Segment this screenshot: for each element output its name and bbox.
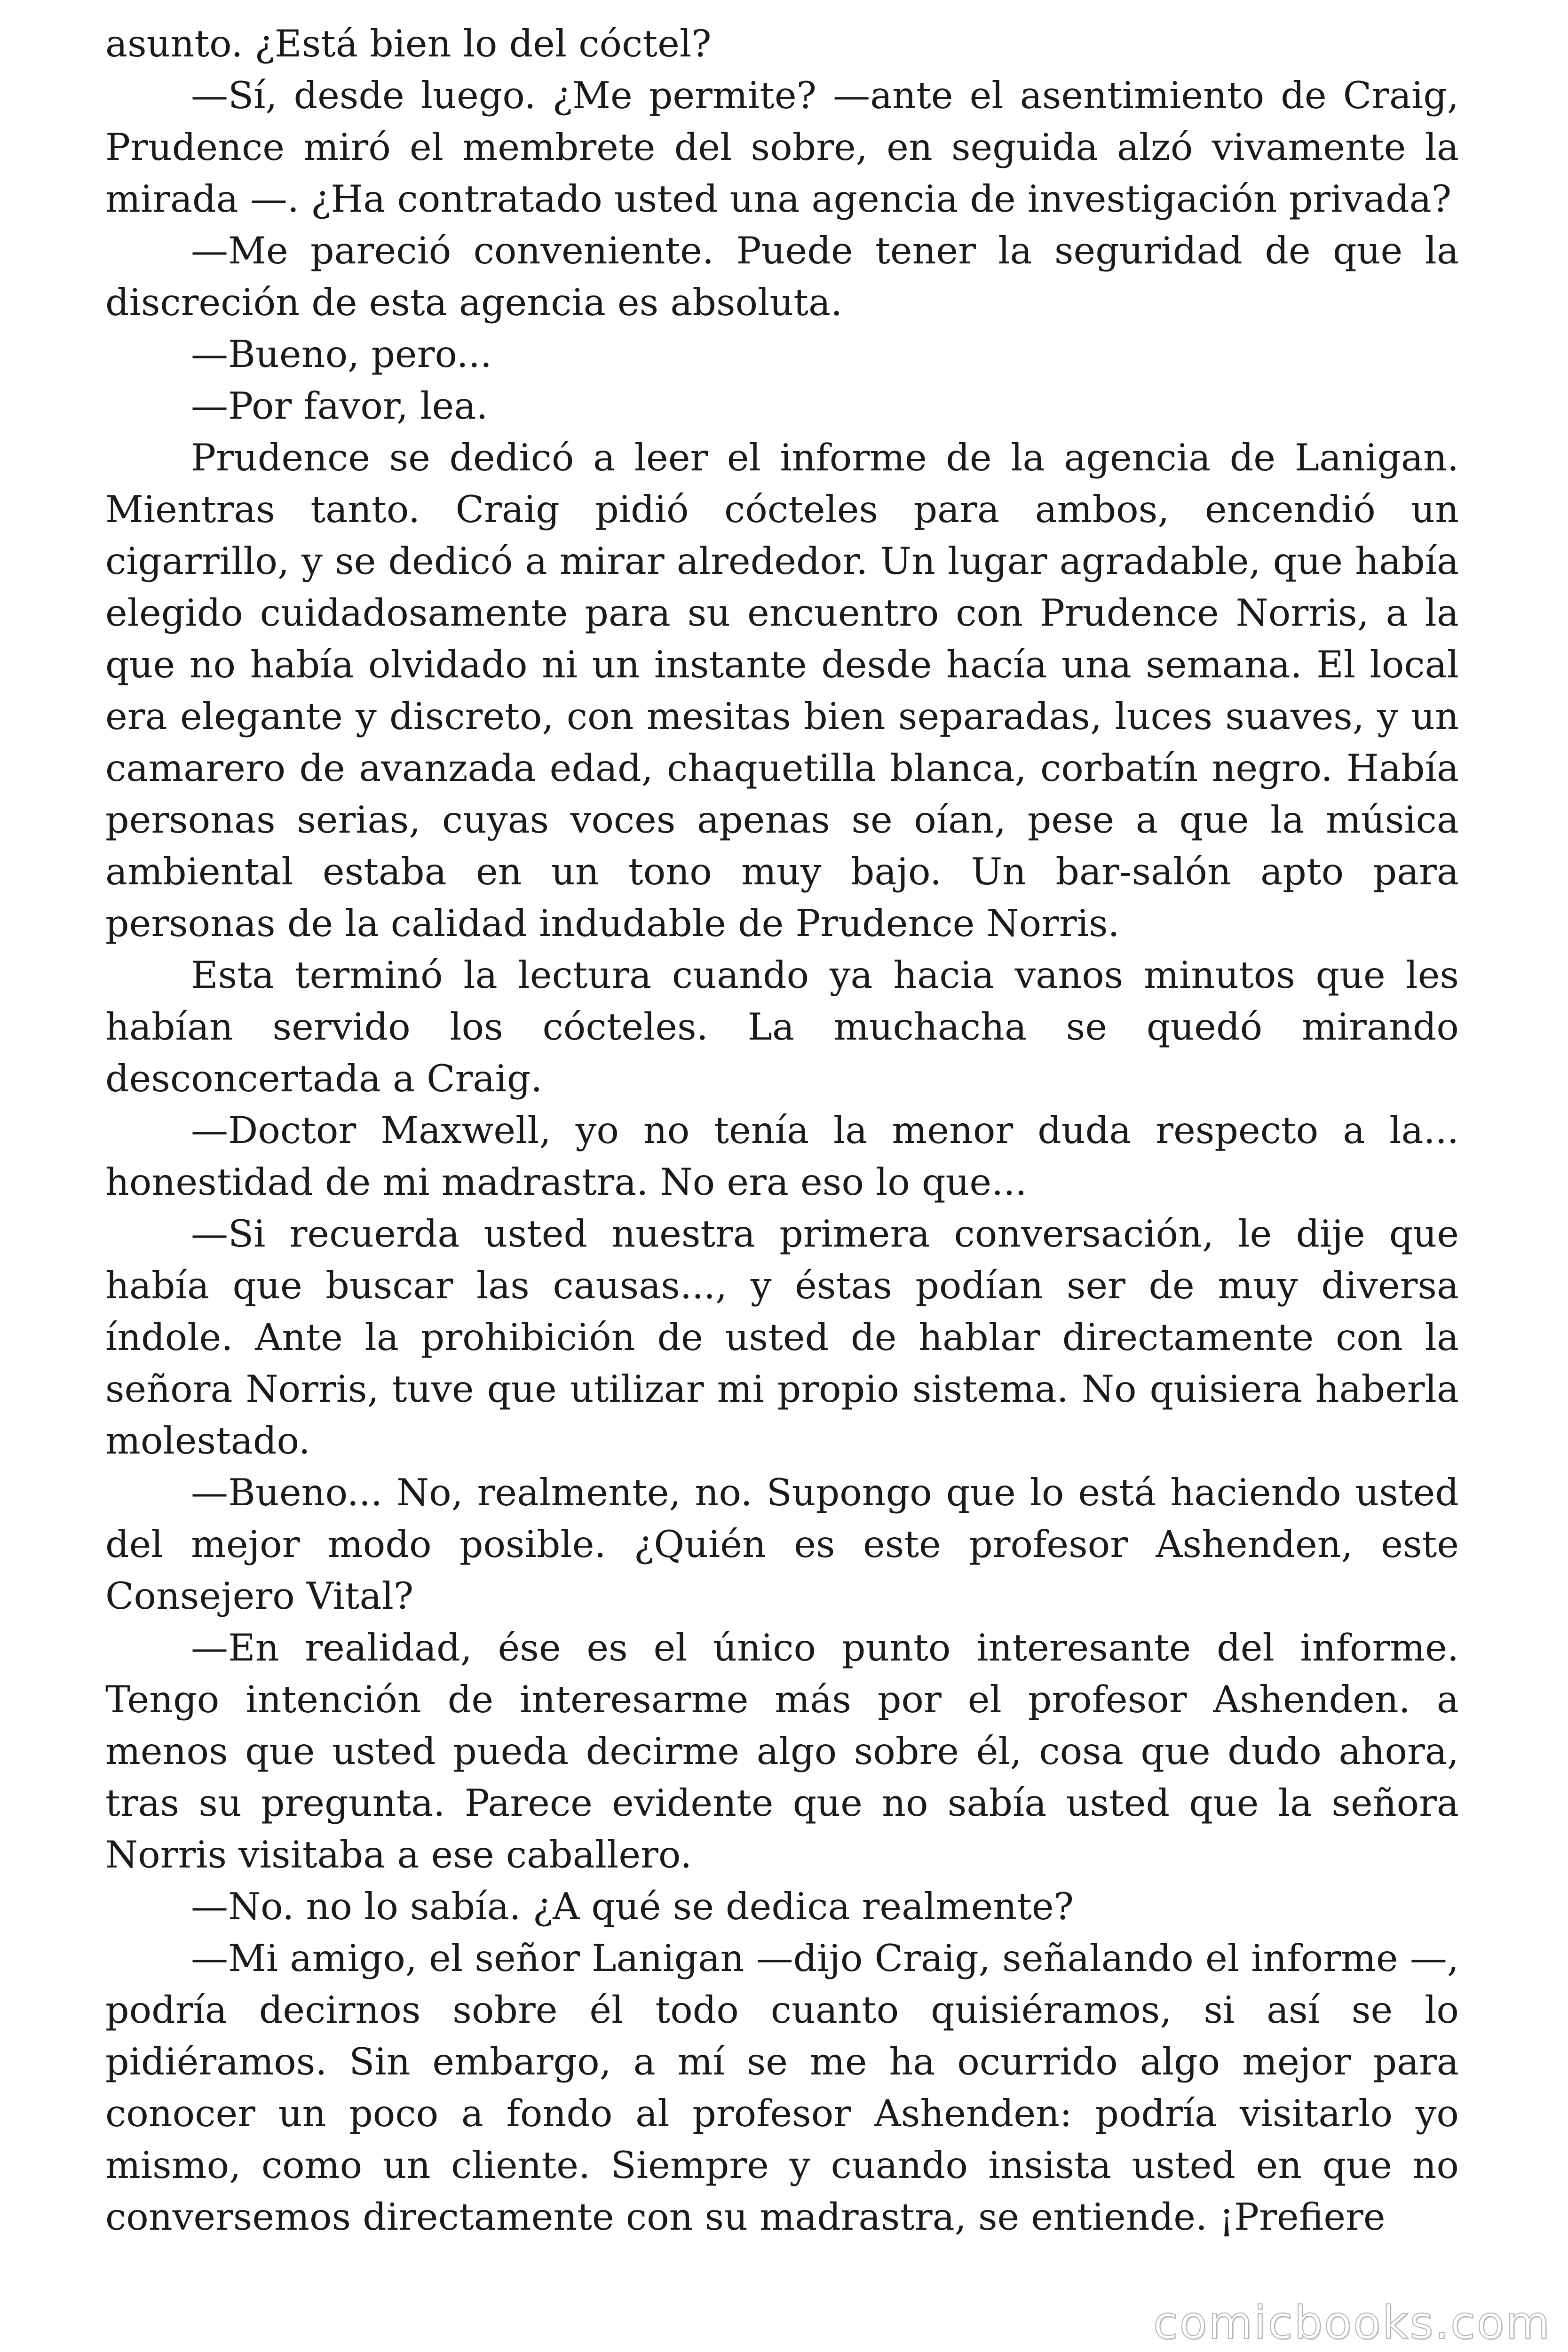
paragraph: —En realidad, ése es el único punto interesante del informe. Tengo intención de interesarme más por el profesor Ashenden. a menos que usted pueda decirme algo sobre él, cosa que dudo ahora, tras su pregunta. Parece evidente que no sabía usted que la señora Norris visitaba a ese caballero. bbox=[105, 1626, 1459, 1876]
paragraph: —Bueno... No, realmente, no. Supongo que lo está haciendo usted del mejor modo posible. ¿Quién es este profesor Ashenden, este Consejero Vital? bbox=[105, 1471, 1459, 1618]
paragraph: —Mi amigo, el señor Lanigan —dijo Craig, señalando el informe —, podría decirnos sobre él todo cuanto quisiéramos, si así se lo pidiéramos. Sin embargo, a mí se me ha ocurrido algo mejor para conocer un poco a fondo al profesor Ashenden: podría visitarlo yo mismo, como un cliente. Siempre y cuando insista usted en que no conversemos directamente con su madrastra, se entiende. ¡Prefiere bbox=[105, 1937, 1459, 2239]
paragraph: —Si recuerda usted nuestra primera conversación, le dije que había que buscar las causas..., y éstas podían ser de muy diversa índole. Ante la prohibición de usted de hablar directamente con la señora Norris, tuve que utilizar mi propio sistema. No quisiera haberla molestado. bbox=[105, 1212, 1459, 1462]
paragraph: Esta terminó la lectura cuando ya hacia vanos minutos que les habían servido los cócteles. La muchacha se quedó mirando desconcertada a Craig. bbox=[105, 954, 1459, 1100]
paragraph: —Me pareció conveniente. Puede tener la seguridad de que la discreción de esta agencia es absoluta. bbox=[105, 229, 1459, 324]
paragraph: —Bueno, pero... bbox=[191, 333, 492, 376]
paragraph: —Sí, desde luego. ¿Me permite? —ante el asentimiento de Craig, Prudence miró el membrete del sobre, en seguida alzó vivamente la mirada —. ¿Ha contratado usted una agencia de investigación privada? bbox=[105, 74, 1459, 221]
paragraph: —Doctor Maxwell, yo no tenía la menor duda respecto a la... honestidad de mi madrastra. No era eso lo que... bbox=[105, 1109, 1459, 1204]
paragraph: Prudence se dedicó a leer el informe de la agencia de Lanigan. Mientras tanto. Craig pidió cócteles para ambos, encendió un cigarrillo, y se dedicó a mirar alrededor. Un lugar agradable, que había elegido cuidadosamente para su encuentro con Prudence Norris, a la que no había olvidado ni un instante desde hacía una semana. El local era elegante y discreto, con mesitas bien separadas, luces suaves, y un camarero de avanzada edad, chaquetilla blanca, corbatín negro. Había personas serias, cuyas voces apenas se oían, pese a que la música ambiental estaba en un tono muy bajo. Un bar-salón apto para personas de la calidad indudable de Prudence Norris. bbox=[105, 436, 1459, 945]
paragraph: asunto. ¿Está bien lo del cóctel? bbox=[105, 22, 712, 65]
paragraph: —No. no lo sabía. ¿A qué se dedica realmente? bbox=[191, 1885, 1074, 1928]
paragraph: —Por favor, lea. bbox=[191, 384, 488, 428]
watermark-logo: comicbooks.com bbox=[1153, 2296, 1551, 2349]
book-page bbox=[105, 18, 1459, 2342]
